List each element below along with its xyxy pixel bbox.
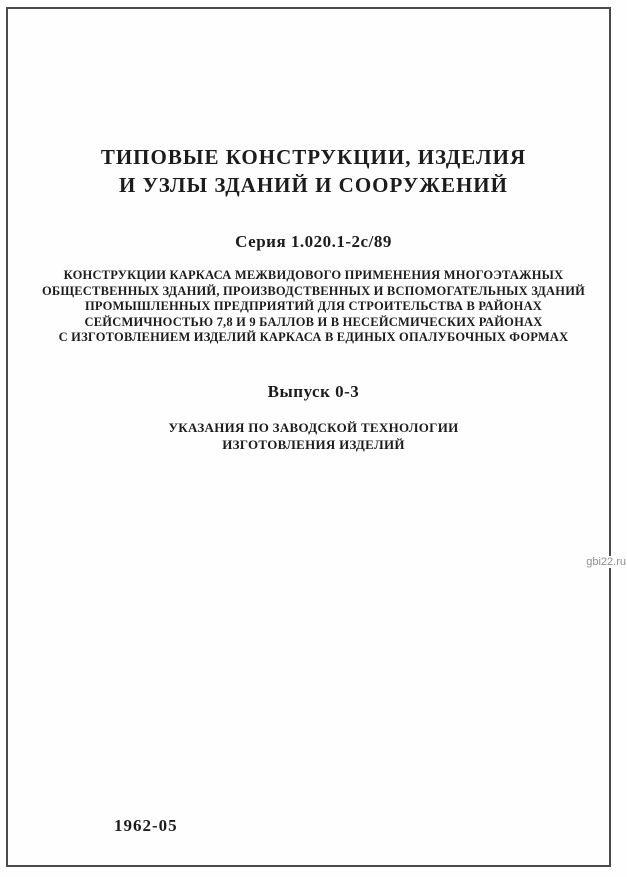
subtitle-line2: ИЗГОТОВЛЕНИЯ ИЗДЕЛИЙ	[222, 436, 405, 452]
issue-label: Выпуск 0-3	[267, 382, 360, 401]
description-line: СЕЙСМИЧНОСТЬЮ 7,8 И 9 БАЛЛОВ И В НЕСЕЙСМИЧЕСКИХ РАЙОНАХ	[84, 314, 543, 329]
main-title	[0, 143, 627, 199]
description-line: ОБЩЕСТВЕННЫХ ЗДАНИЙ, ПРОИЗВОДСТВЕННЫХ И ВСПОМОГАТЕЛЬНЫХ ЗДАНИЙ	[41, 283, 586, 298]
description-line: ПРОМЫШЛЕННЫХ ПРЕДПРИЯТИЙ ДЛЯ СТРОИТЕЛЬСТВА В РАЙОНАХ	[84, 299, 543, 313]
main-title-line1: ТИПОВЫЕ КОНСТРУКЦИИ, ИЗДЕЛИЯ	[100, 145, 527, 169]
subtitle-line1: УКАЗАНИЯ ПО ЗАВОДСКОЙ ТЕХНОЛОГИИ	[168, 420, 459, 435]
description-block	[0, 268, 627, 346]
doc-number: 1962-05	[114, 816, 178, 835]
subtitle-block	[0, 420, 627, 453]
description-line: С ИЗГОТОВЛЕНИЕМ ИЗДЕЛИЙ КАРКАСА В ЕДИНЫХ ОПАЛУБОЧНЫХ ФОРМАХ	[58, 330, 569, 344]
description-line: КОНСТРУКЦИИ КАРКАСА МЕЖВИДОВОГО ПРИМЕНЕНИЯ МНОГОЭТАЖНЫХ	[63, 268, 564, 282]
watermark-text: gbi22.ru	[586, 556, 626, 568]
series-label: Серия 1.020.1-2с/89	[235, 232, 392, 251]
main-title-line2: И УЗЛЫ ЗДАНИЙ И СООРУЖЕНИЙ	[119, 173, 508, 197]
